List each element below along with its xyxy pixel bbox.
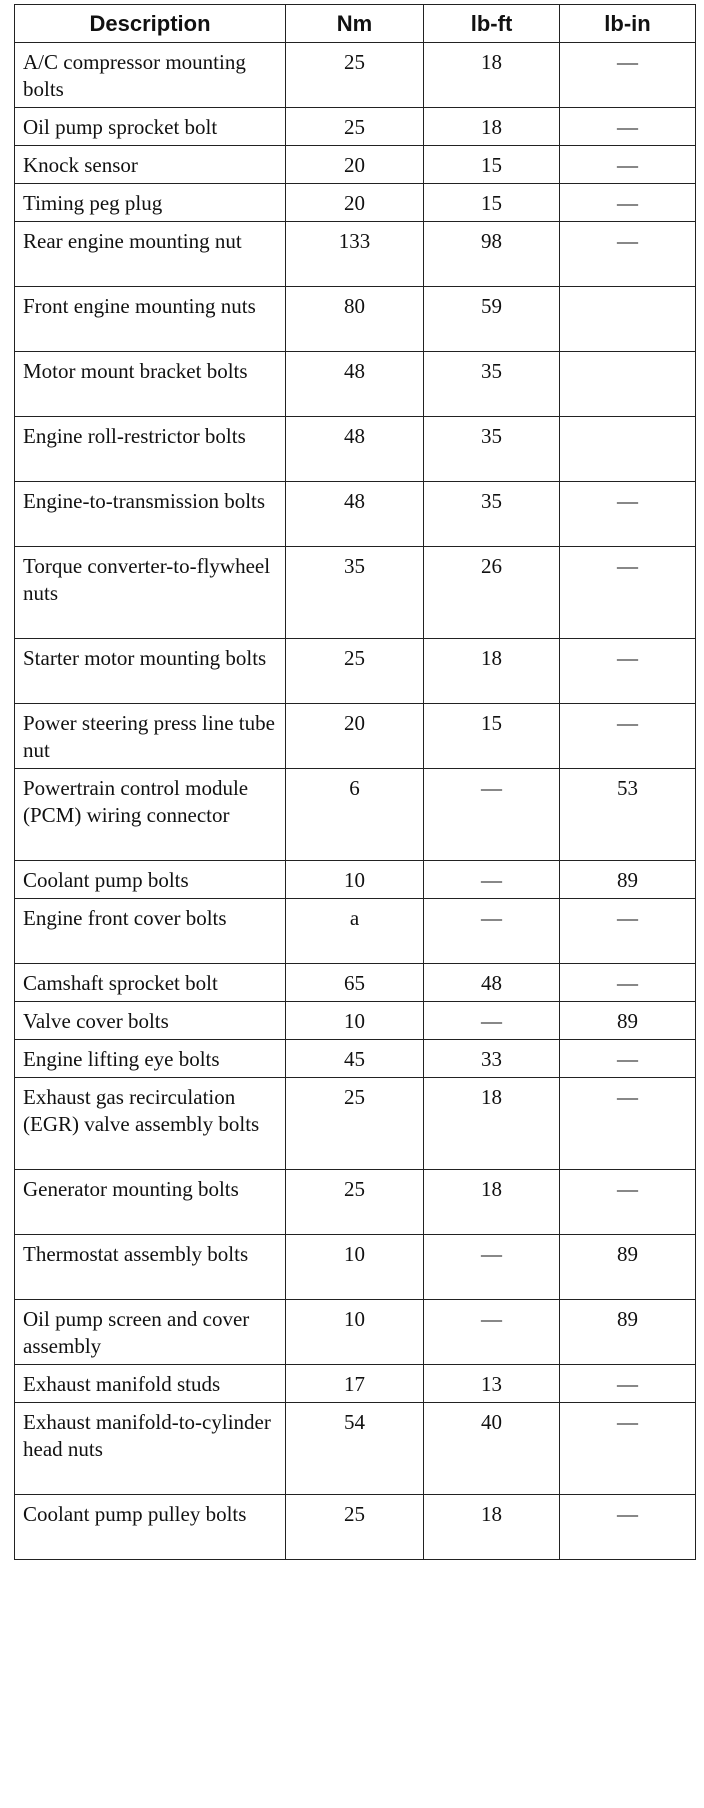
header-row — [15, 5, 696, 43]
cell-description: Engine roll-restrictor bolts — [15, 417, 286, 482]
table-row — [15, 1040, 696, 1078]
table-body — [15, 43, 696, 1560]
cell-lbft: 35 — [424, 417, 560, 482]
cell-nm: 17 — [286, 1365, 424, 1403]
table-row — [15, 1495, 696, 1560]
cell-lbft: — — [424, 861, 560, 899]
cell-lbin: 53 — [560, 769, 696, 861]
cell-lbft: 98 — [424, 222, 560, 287]
table-row — [15, 43, 696, 108]
cell-nm: 133 — [286, 222, 424, 287]
cell-lbft: 18 — [424, 1078, 560, 1170]
cell-lbin: — — [560, 704, 696, 769]
table-row — [15, 352, 696, 417]
table-row — [15, 222, 696, 287]
cell-lbft: 18 — [424, 1170, 560, 1235]
table-row — [15, 1365, 696, 1403]
cell-lbft: 59 — [424, 287, 560, 352]
cell-lbft: 13 — [424, 1365, 560, 1403]
header-lbft: lb-ft — [424, 5, 560, 43]
table-row — [15, 1002, 696, 1040]
cell-description: Power steering press line tube nut — [15, 704, 286, 769]
cell-description: A/C compressor mounting bolts — [15, 43, 286, 108]
table-row — [15, 146, 696, 184]
cell-description: Coolant pump bolts — [15, 861, 286, 899]
cell-nm: 10 — [286, 1235, 424, 1300]
cell-nm: 20 — [286, 184, 424, 222]
table-row — [15, 184, 696, 222]
cell-description: Torque converter-to-flywheel nuts — [15, 547, 286, 639]
cell-nm: 6 — [286, 769, 424, 861]
cell-nm: 25 — [286, 639, 424, 704]
cell-nm: 65 — [286, 964, 424, 1002]
cell-lbin: — — [560, 108, 696, 146]
cell-lbft: — — [424, 1235, 560, 1300]
cell-lbft: 15 — [424, 184, 560, 222]
table-row — [15, 108, 696, 146]
table-row — [15, 704, 696, 769]
cell-description: Exhaust gas recirculation (EGR) valve assembly bolts — [15, 1078, 286, 1170]
cell-description: Rear engine mounting nut — [15, 222, 286, 287]
cell-nm: 80 — [286, 287, 424, 352]
cell-lbin: — — [560, 899, 696, 964]
table-row — [15, 861, 696, 899]
cell-nm: 10 — [286, 1300, 424, 1365]
table-row — [15, 417, 696, 482]
cell-description: Front engine mounting nuts — [15, 287, 286, 352]
cell-lbft: 33 — [424, 1040, 560, 1078]
cell-description: Oil pump screen and cover assembly — [15, 1300, 286, 1365]
table-row — [15, 769, 696, 861]
cell-lbft: — — [424, 1002, 560, 1040]
cell-lbin: — — [560, 639, 696, 704]
table-row — [15, 1403, 696, 1495]
cell-nm: 20 — [286, 704, 424, 769]
header-nm: Nm — [286, 5, 424, 43]
header-lbin: lb-in — [560, 5, 696, 43]
cell-description: Engine-to-transmission bolts — [15, 482, 286, 547]
cell-description: Exhaust manifold studs — [15, 1365, 286, 1403]
cell-lbin: — — [560, 482, 696, 547]
cell-lbin: — — [560, 964, 696, 1002]
cell-lbin — [560, 287, 696, 352]
cell-nm: 54 — [286, 1403, 424, 1495]
cell-description: Knock sensor — [15, 146, 286, 184]
cell-nm: 10 — [286, 1002, 424, 1040]
cell-lbft: 35 — [424, 482, 560, 547]
cell-lbft: 15 — [424, 146, 560, 184]
cell-lbft: 35 — [424, 352, 560, 417]
cell-lbin: 89 — [560, 861, 696, 899]
cell-nm: 48 — [286, 352, 424, 417]
cell-lbft: — — [424, 1300, 560, 1365]
cell-lbft: 26 — [424, 547, 560, 639]
cell-lbin — [560, 352, 696, 417]
table-row — [15, 899, 696, 964]
cell-lbin: 89 — [560, 1235, 696, 1300]
cell-description: Thermostat assembly bolts — [15, 1235, 286, 1300]
cell-lbin: — — [560, 146, 696, 184]
cell-lbft: 18 — [424, 43, 560, 108]
cell-description: Motor mount bracket bolts — [15, 352, 286, 417]
cell-lbin: 89 — [560, 1002, 696, 1040]
cell-lbin — [560, 417, 696, 482]
cell-description: Valve cover bolts — [15, 1002, 286, 1040]
cell-lbin: — — [560, 1495, 696, 1560]
cell-nm: 48 — [286, 482, 424, 547]
cell-lbft: — — [424, 769, 560, 861]
table-row — [15, 964, 696, 1002]
cell-lbin: — — [560, 222, 696, 287]
cell-lbin: — — [560, 1403, 696, 1495]
cell-description: Camshaft sprocket bolt — [15, 964, 286, 1002]
cell-description: Starter motor mounting bolts — [15, 639, 286, 704]
cell-lbft: 48 — [424, 964, 560, 1002]
cell-nm: a — [286, 899, 424, 964]
cell-description: Engine lifting eye bolts — [15, 1040, 286, 1078]
table-row — [15, 1235, 696, 1300]
cell-nm: 45 — [286, 1040, 424, 1078]
cell-nm: 25 — [286, 1170, 424, 1235]
cell-lbin: — — [560, 184, 696, 222]
cell-lbin: — — [560, 43, 696, 108]
cell-nm: 25 — [286, 108, 424, 146]
table-row — [15, 1170, 696, 1235]
table-row — [15, 1300, 696, 1365]
table-row — [15, 287, 696, 352]
cell-nm: 25 — [286, 1495, 424, 1560]
cell-description: Generator mounting bolts — [15, 1170, 286, 1235]
cell-lbin: 89 — [560, 1300, 696, 1365]
cell-lbft: 18 — [424, 108, 560, 146]
cell-lbin: — — [560, 1040, 696, 1078]
cell-lbft: 15 — [424, 704, 560, 769]
cell-description: Engine front cover bolts — [15, 899, 286, 964]
cell-lbft: 18 — [424, 639, 560, 704]
cell-lbft: — — [424, 899, 560, 964]
cell-description: Exhaust manifold-to-cylinder head nuts — [15, 1403, 286, 1495]
cell-nm: 25 — [286, 43, 424, 108]
cell-nm: 35 — [286, 547, 424, 639]
cell-description: Coolant pump pulley bolts — [15, 1495, 286, 1560]
cell-nm: 20 — [286, 146, 424, 184]
cell-lbin: — — [560, 1078, 696, 1170]
header-description: Description — [15, 5, 286, 43]
cell-lbin: — — [560, 1365, 696, 1403]
cell-description: Oil pump sprocket bolt — [15, 108, 286, 146]
cell-nm: 25 — [286, 1078, 424, 1170]
cell-description: Powertrain control module (PCM) wiring connector — [15, 769, 286, 861]
cell-nm: 48 — [286, 417, 424, 482]
cell-lbin: — — [560, 1170, 696, 1235]
cell-lbft: 40 — [424, 1403, 560, 1495]
cell-lbft: 18 — [424, 1495, 560, 1560]
cell-nm: 10 — [286, 861, 424, 899]
cell-description: Timing peg plug — [15, 184, 286, 222]
torque-spec-table — [14, 4, 696, 1560]
table-row — [15, 1078, 696, 1170]
table-row — [15, 639, 696, 704]
table-row — [15, 547, 696, 639]
cell-lbin: — — [560, 547, 696, 639]
table-row — [15, 482, 696, 547]
